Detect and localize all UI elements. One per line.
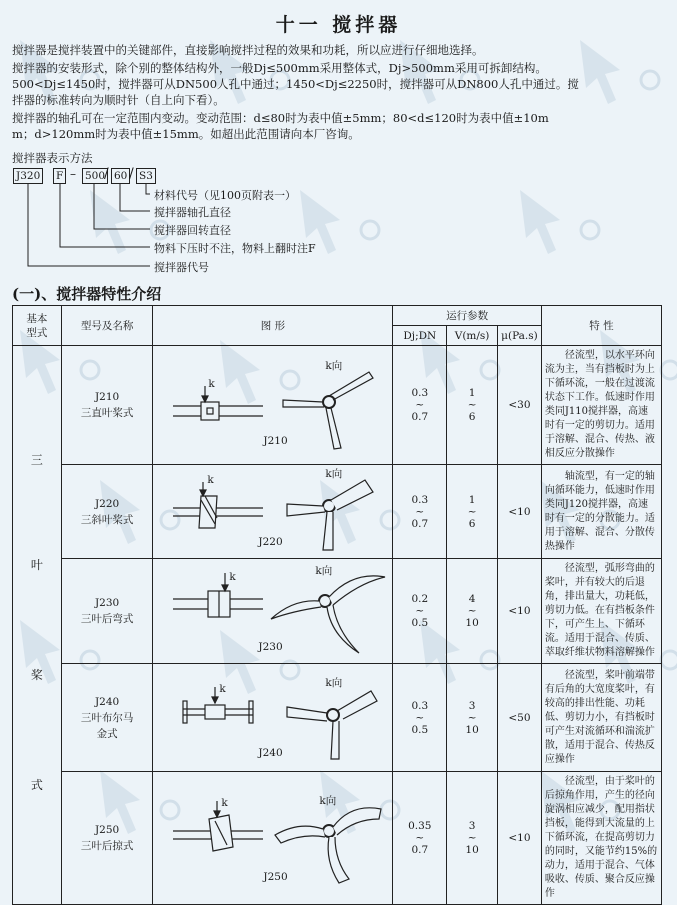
feature-cell: 径流型，桨叶前端带有后角的大宽度桨叶，有较高的排出性能、功耗低、剪切力小，有挡板时可产生对流循环和湍流扩散，适用于混合、传热反应操作 bbox=[541, 664, 661, 772]
header-feature: 特 性 bbox=[541, 306, 661, 346]
feature-cell: 轴流型，有一定的轴向循环能力，低速时作用类同J120搅拌器，高速时有一定的分散能力。适用于溶解、混合、分散传热操作 bbox=[541, 465, 661, 559]
header-params: 运行参数 bbox=[393, 306, 542, 326]
intro-line: 拌器的标准转向为顺时针（自上向下看）。 bbox=[12, 93, 225, 107]
table-row bbox=[13, 664, 662, 772]
mu-cell: <10 bbox=[498, 465, 542, 559]
table-row bbox=[13, 772, 662, 905]
code-part-diameter: 500 bbox=[82, 168, 108, 184]
group-label: 三 叶 桨 式 bbox=[13, 346, 62, 905]
dj-cell: 0.3 ~ 0.7 bbox=[393, 346, 447, 465]
code-part-agitator: J320 bbox=[13, 168, 43, 184]
code-part-material: S3 bbox=[136, 168, 156, 184]
intro-line: m；d>120mm时为表中值±15mm。如超出此范围请向本厂咨询。 bbox=[12, 127, 360, 141]
annotation-bore: 搅拌器轴孔直径 bbox=[154, 206, 231, 219]
mu-cell: <50 bbox=[498, 664, 542, 772]
mu-cell: <10 bbox=[498, 559, 542, 664]
mu-cell: <30 bbox=[498, 346, 542, 465]
model-cell: J210 三直叶桨式 bbox=[61, 346, 153, 465]
intro-line: 500<Dj≤1450时，搅拌器可从DN500人孔中通过；1450<Dj≤2250时，搅拌器可从DN800人孔中通过。搅 bbox=[12, 77, 579, 91]
section-title: (一)、搅拌器特性介绍 bbox=[12, 285, 162, 303]
v-cell: 3 ~ 10 bbox=[447, 772, 498, 905]
intro-line: 搅拌器是搅拌装置中的关键部件，直接影响搅拌过程的效果和功耗，所以应进行仔细地选择。 bbox=[12, 43, 484, 57]
figure-cell: k k向 J240 bbox=[153, 664, 393, 772]
designation-leader-lines bbox=[0, 0, 677, 290]
model-cell: J220 三斜叶桨式 bbox=[61, 465, 153, 559]
intro-line: 搅拌器的轴孔可在一定范围内变动。变动范围：d≤80时为表中值±5mm；80<d≤120时为表中值±10m bbox=[12, 111, 549, 125]
code-part-flow: F bbox=[53, 168, 66, 184]
page-title: 十一 搅拌器 bbox=[275, 14, 402, 36]
header-model: 型号及名称 bbox=[61, 306, 153, 346]
annotation-flow: 物料下压时不注，物料上翻时注F bbox=[154, 242, 316, 255]
table-row bbox=[13, 465, 662, 559]
figure-cell: k k向 J210 bbox=[153, 346, 393, 465]
model-cell: J230 三叶后弯式 bbox=[61, 559, 153, 664]
designation-heading: 搅拌器表示方法 bbox=[12, 151, 93, 165]
feature-cell: 径流型，由于桨叶的后掠角作用，产生的径向旋涡相应减少，配用指状挡板，能得到大流量的上下循环流，在提高剪切力的同时，又能节约15%的动力，适用于混合、气体吸收、传质、聚合反应操作 bbox=[541, 772, 661, 905]
table-row bbox=[13, 346, 662, 465]
agitator-spec-table bbox=[12, 305, 662, 905]
header-mu: μ(Pa.s) bbox=[498, 326, 542, 346]
mu-cell: <10 bbox=[498, 772, 542, 905]
v-cell: 3 ~ 10 bbox=[447, 664, 498, 772]
annotation-code: 搅拌器代号 bbox=[154, 261, 209, 274]
code-part-bore: 60 bbox=[111, 168, 130, 184]
feature-cell: 径流型，以水平环向流为主，当有挡板时为上下循环流，一般在过渡流状态下工作。低速时作用类同J110搅拌器，高速时有一定的剪切力。适用于溶解、混合、传热、液相反应分散操作 bbox=[541, 346, 661, 465]
header-figure: 图 形 bbox=[153, 306, 393, 346]
header-v: V(m/s) bbox=[447, 326, 498, 346]
dj-cell: 0.3 ~ 0.7 bbox=[393, 465, 447, 559]
v-cell: 1 ~ 6 bbox=[447, 346, 498, 465]
figure-cell: k k向 J230 bbox=[153, 559, 393, 664]
table-row bbox=[13, 559, 662, 664]
header-type: 基本型式 bbox=[13, 306, 62, 346]
v-cell: 4 ~ 10 bbox=[447, 559, 498, 664]
annotation-material: 材料代号（见100页附表一） bbox=[154, 189, 296, 202]
v-cell: 1 ~ 6 bbox=[447, 465, 498, 559]
feature-cell: 径流型，弧形弯曲的桨叶，并有较大的后退角，排出量大，功耗低，剪切力低。在有挡板条件下，可产生上、下循环流。适用于混合、传质、萃取纤维状物料溶解操作 bbox=[541, 559, 661, 664]
dj-cell: 0.35 ~ 0.7 bbox=[393, 772, 447, 905]
intro-line: 搅拌器的安装形式，除个别的整体结构外，一般Dj≤500mm采用整体式，Dj>500mm采用可拆卸结构。 bbox=[12, 61, 547, 75]
model-cell: J250 三叶后掠式 bbox=[61, 772, 153, 905]
figure-cell: k k向 J250 bbox=[153, 772, 393, 905]
dj-cell: 0.2 ~ 0.5 bbox=[393, 559, 447, 664]
dj-cell: 0.3 ~ 0.5 bbox=[393, 664, 447, 772]
annotation-diameter: 搅拌器回转直径 bbox=[154, 224, 231, 237]
model-cell: J240 三叶布尔马金式 bbox=[61, 664, 153, 772]
figure-cell: k k向 J220 bbox=[153, 465, 393, 559]
header-dj: Dj;DN bbox=[393, 326, 447, 346]
